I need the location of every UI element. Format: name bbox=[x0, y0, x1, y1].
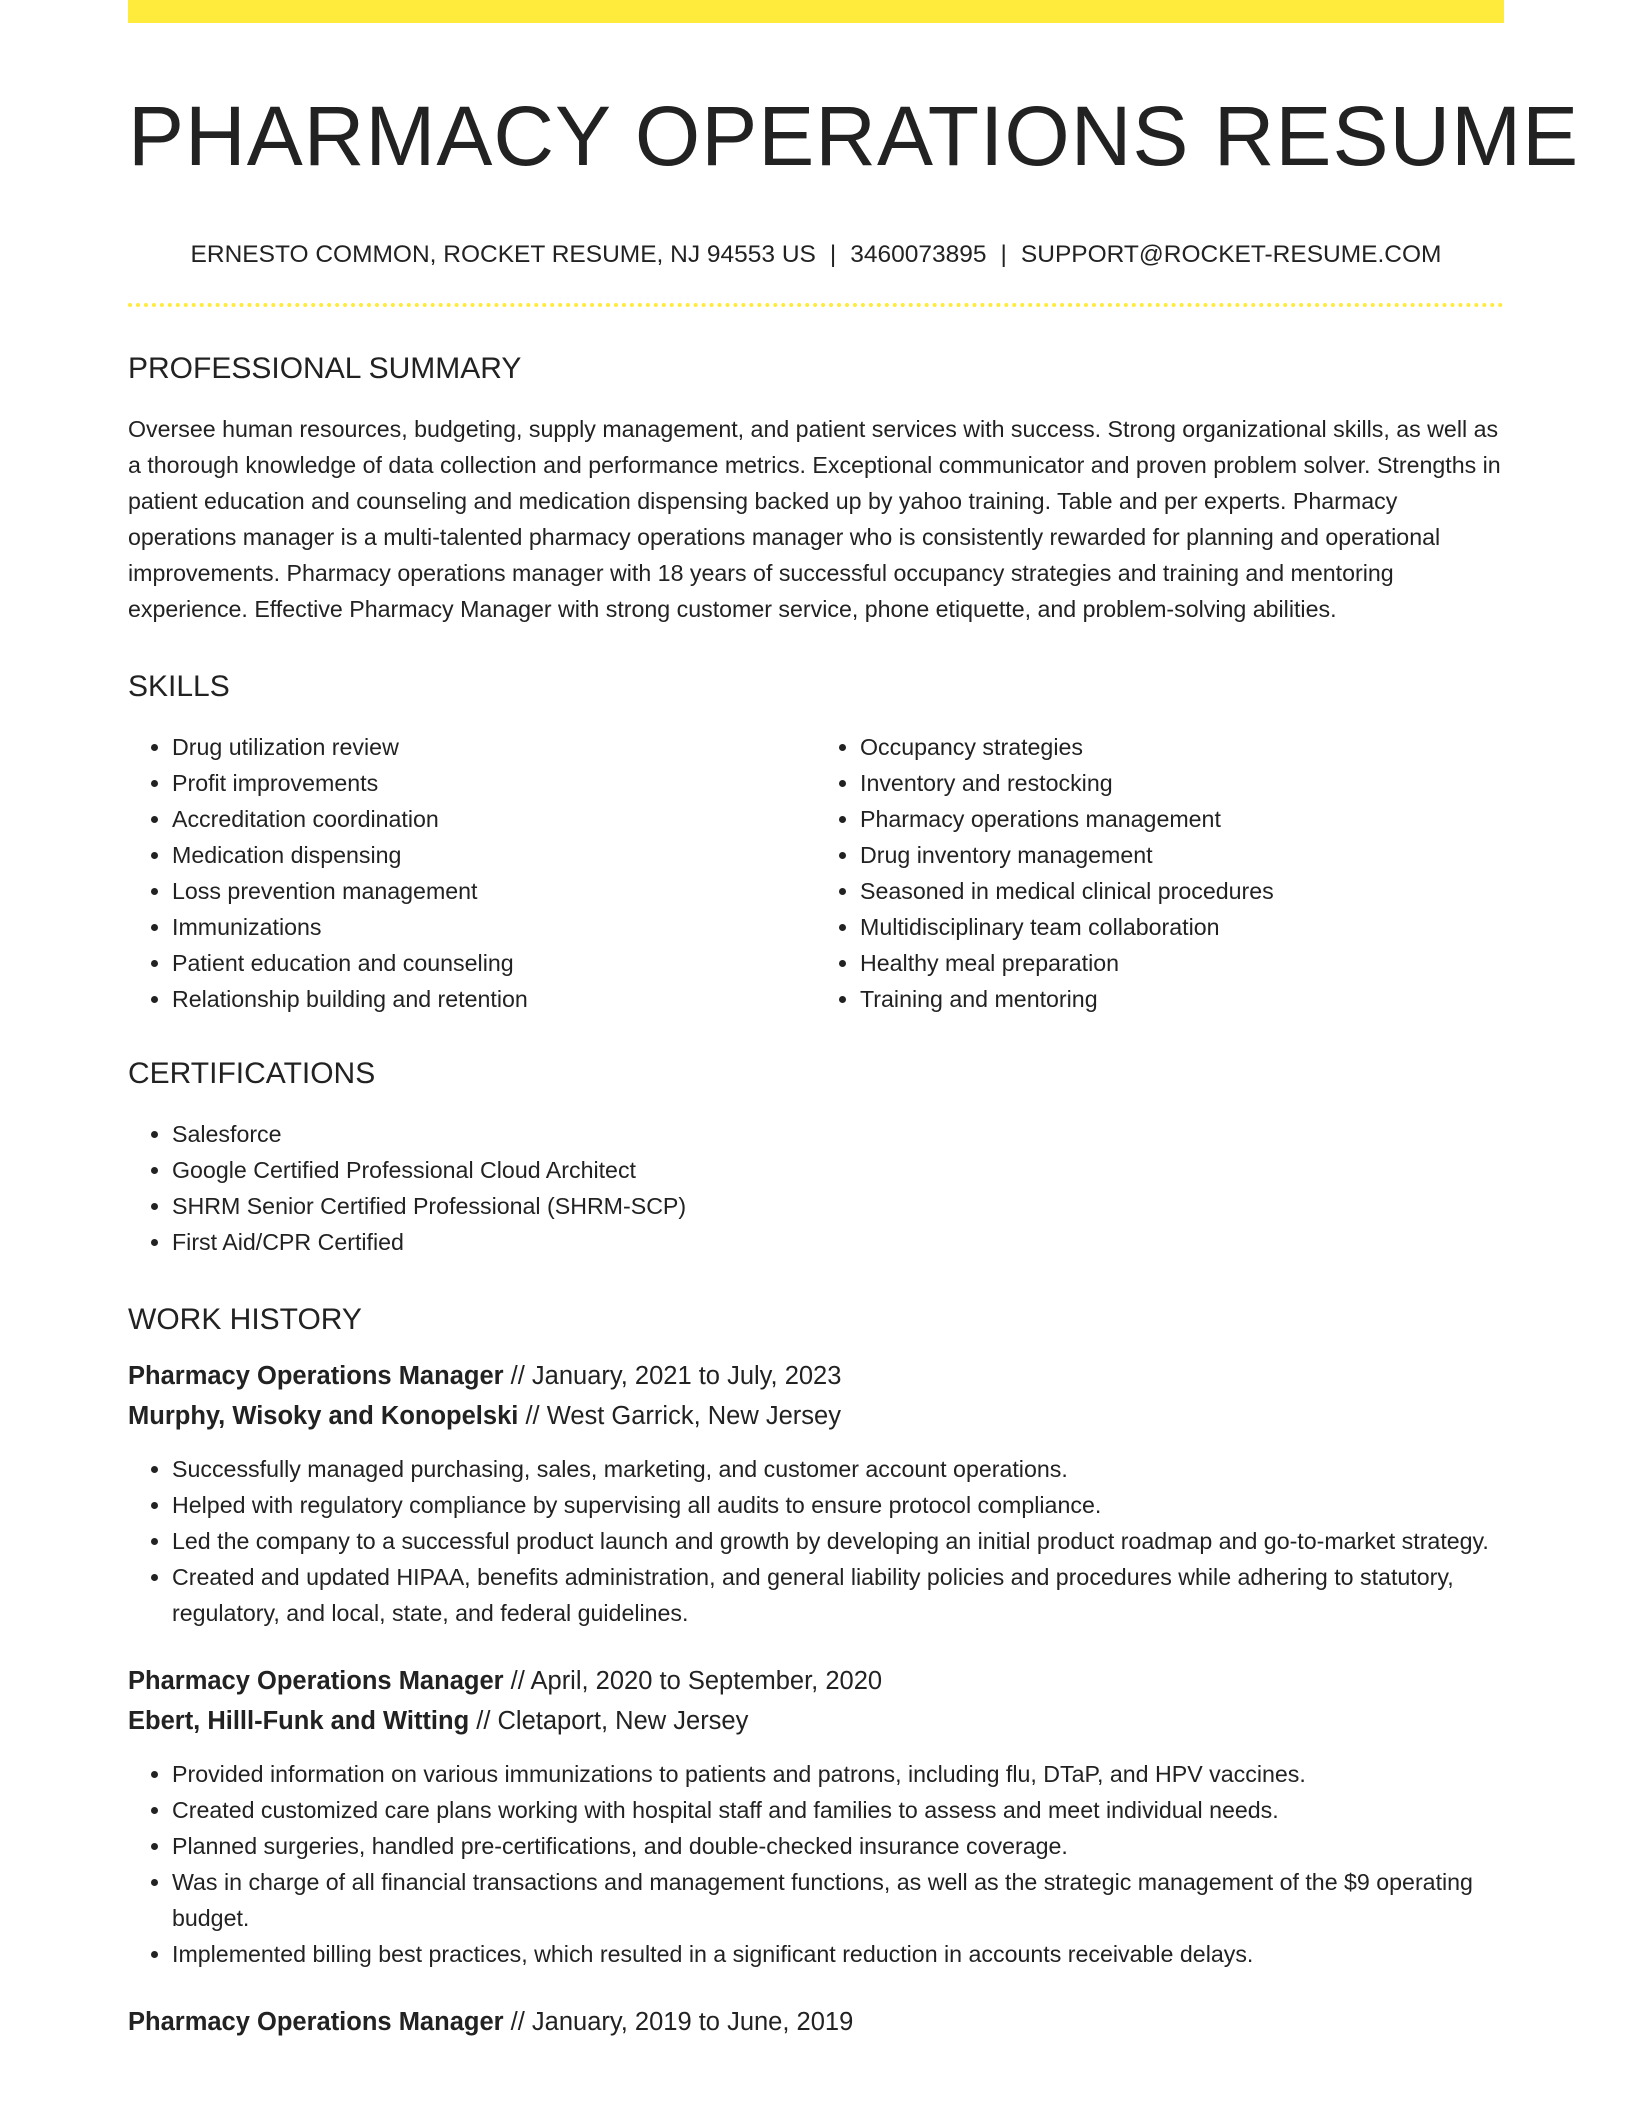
skill-item: • Multidisciplinary team collaboration bbox=[860, 909, 1504, 945]
job-bullets bbox=[128, 1756, 1504, 1972]
skill-item: • Loss prevention management bbox=[172, 873, 816, 909]
summary-text: Oversee human resources, budgeting, supply management, and patient services with success. Strong organizational skills, as well as a thorough knowledge of data collection and performance metrics. Exceptional communicator and proven problem solver. Strengths in patient education and counseling and medication dispensing backed up by yahoo training. Table and per experts. Pharmacy operations manager is a multi-talented pharmacy operations manager who is consistently rewarded for planning and operational improvements. Pharmacy operations manager with 18 years of successful occupancy strategies and training and mentoring experience. Effective Pharmacy Manager with strong customer service, phone etiquette, and problem-solving abilities. bbox=[128, 416, 1501, 623]
job-bullet: • Provided information on various immunizations to patients and patrons, including flu, DTaP, and HPV vaccines. bbox=[172, 1756, 1504, 1792]
skills-grid bbox=[128, 729, 1504, 1017]
skill-item: • Relationship building and retention bbox=[172, 981, 816, 1017]
job-bullet: • Created and updated HIPAA, benefits administration, and general liability policies and procedures while adhering to statutory, regulatory, and local, state, and federal guidelines. bbox=[172, 1559, 1504, 1631]
job-title-line bbox=[128, 1356, 1504, 1396]
skills-column-right bbox=[816, 729, 1504, 1017]
skills-column-left bbox=[128, 729, 816, 1017]
skills-section bbox=[128, 669, 1504, 1017]
certification-item: • Google Certified Professional Cloud Architect bbox=[172, 1152, 1504, 1188]
certifications-list bbox=[128, 1116, 1504, 1260]
certification-item: • SHRM Senior Certified Professional (SHRM-SCP) bbox=[172, 1188, 1504, 1224]
job-location: // Cletaport, New Jersey bbox=[476, 1707, 749, 1736]
contact-line bbox=[128, 240, 1504, 269]
skill-item: • Occupancy strategies bbox=[860, 729, 1504, 765]
job-bullet: • Was in charge of all financial transactions and management functions, as well as the strategic management of the $9 operating budget. bbox=[172, 1864, 1504, 1936]
top-accent-bar bbox=[128, 0, 1504, 23]
skill-item: • Accreditation coordination bbox=[172, 801, 816, 837]
skill-item: • Immunizations bbox=[172, 909, 816, 945]
job-bullets bbox=[128, 1451, 1504, 1631]
skills-list-right bbox=[816, 729, 1504, 1017]
job-bullet: • Helped with regulatory compliance by supervising all audits to ensure protocol compliance. bbox=[172, 1487, 1504, 1523]
job-bullet: • Implemented billing best practices, which resulted in a significant reduction in accounts receivable delays. bbox=[172, 1936, 1504, 1972]
contact-email: SUPPORT@ROCKET-RESUME.COM bbox=[1020, 240, 1442, 268]
skill-item: • Healthy meal preparation bbox=[860, 945, 1504, 981]
resume-page bbox=[128, 0, 1580, 2042]
skill-item: • Drug utilization review bbox=[172, 729, 816, 765]
certification-item: • Salesforce bbox=[172, 1116, 1504, 1152]
job-bullet: • Led the company to a successful product launch and growth by developing an initial product roadmap and go-to-market strategy. bbox=[172, 1523, 1504, 1559]
job-title: Pharmacy Operations Manager bbox=[128, 2008, 504, 2037]
contact-separator: | bbox=[1000, 240, 1007, 268]
job-dates: // April, 2020 to September, 2020 bbox=[510, 1667, 883, 1696]
job-company: Murphy, Wisoky and Konopelski bbox=[128, 1402, 519, 1431]
skills-list-left bbox=[128, 729, 816, 1017]
job-bullet: • Created customized care plans working with hospital staff and families to assess and meet individual needs. bbox=[172, 1792, 1504, 1828]
skill-item: • Drug inventory management bbox=[860, 837, 1504, 873]
contact-separator: | bbox=[829, 240, 837, 268]
skill-item: • Pharmacy operations management bbox=[860, 801, 1504, 837]
section-heading-certifications: CERTIFICATIONS bbox=[128, 1057, 376, 1091]
job-entry bbox=[128, 2002, 1504, 2042]
summary-section bbox=[128, 351, 1504, 627]
page-title: PHARMACY OPERATIONS RESUME bbox=[128, 89, 1580, 183]
dotted-divider bbox=[128, 303, 1504, 307]
job-title: Pharmacy Operations Manager bbox=[128, 1362, 504, 1391]
job-title-line bbox=[128, 2002, 1504, 2042]
job-title-line bbox=[128, 1661, 1504, 1701]
job-company-line bbox=[128, 1396, 1504, 1436]
skill-item: • Seasoned in medical clinical procedures bbox=[860, 873, 1504, 909]
job-entry bbox=[128, 1661, 1504, 1972]
section-heading-skills: SKILLS bbox=[128, 670, 230, 704]
contact-phone: 3460073895 bbox=[850, 240, 987, 268]
job-location: // West Garrick, New Jersey bbox=[525, 1402, 841, 1431]
job-company: Ebert, Hilll-Funk and Witting bbox=[128, 1707, 470, 1736]
certifications-section bbox=[128, 1056, 1504, 1260]
job-entry bbox=[128, 1356, 1504, 1631]
skill-item: • Patient education and counseling bbox=[172, 945, 816, 981]
certification-item: • First Aid/CPR Certified bbox=[172, 1224, 1504, 1260]
skill-item: • Medication dispensing bbox=[172, 837, 816, 873]
job-dates: // January, 2021 to July, 2023 bbox=[510, 1362, 842, 1391]
skill-item: • Training and mentoring bbox=[860, 981, 1504, 1017]
section-heading-summary: PROFESSIONAL SUMMARY bbox=[128, 352, 522, 386]
work-history-section bbox=[128, 1302, 1504, 2042]
job-bullet: • Successfully managed purchasing, sales, marketing, and customer account operations. bbox=[172, 1451, 1504, 1487]
skill-item: • Profit improvements bbox=[172, 765, 816, 801]
job-company-line bbox=[128, 1701, 1504, 1741]
job-dates: // January, 2019 to June, 2019 bbox=[510, 2008, 854, 2037]
contact-name-address: ERNESTO COMMON, ROCKET RESUME, NJ 94553 US bbox=[190, 240, 816, 268]
job-title: Pharmacy Operations Manager bbox=[128, 1667, 504, 1696]
skill-item: • Inventory and restocking bbox=[860, 765, 1504, 801]
job-bullet: • Planned surgeries, handled pre-certifications, and double-checked insurance coverage. bbox=[172, 1828, 1504, 1864]
section-heading-work-history: WORK HISTORY bbox=[128, 1303, 362, 1337]
